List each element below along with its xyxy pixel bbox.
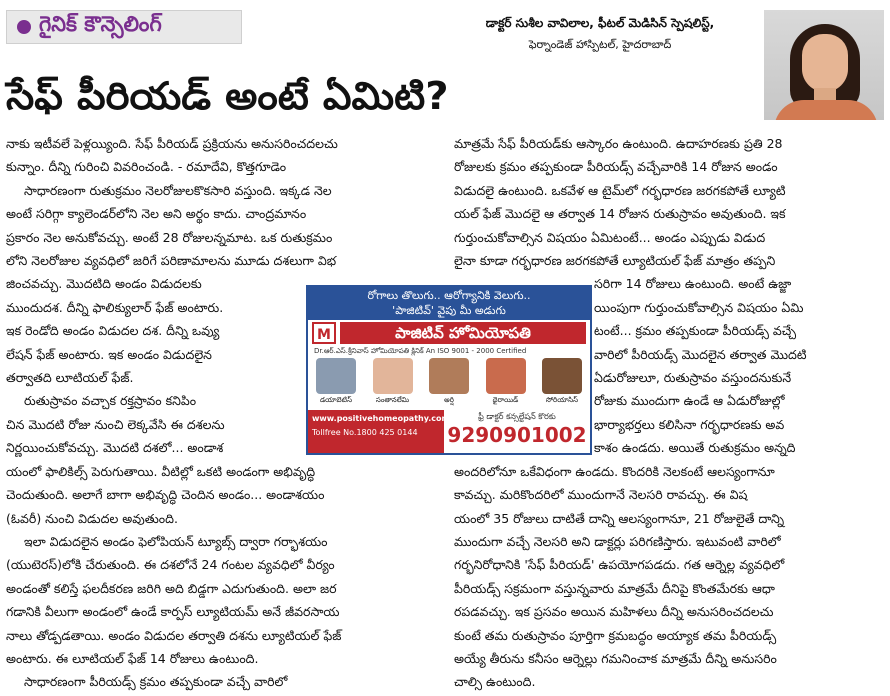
condition-item [314,358,358,408]
ad-subline: Dr.ఆర్.ఎస్.శ్రీనివాస్ హోమియోపతి క్లినిక్ An ISO 9001 - 2000 Certified [314,347,527,355]
body-line: ఏడురోజులూ, రుతుస్రావం వస్తుందనుకునే [594,370,792,386]
body-line: కాశం ఉండదు. అయితే రుతుక్రమం అన్నది [594,440,796,456]
condition-label: సంతానలేమి [375,396,410,404]
body-line: రోజుకు ముందుగా ఉండే ఆ ఏడురోజుల్లో [594,393,785,409]
body-line: అయ్యే తీరును కనీసం ఆర్నెల్లు గమనించాక మాత్రమే దీన్ని అనుసరిం [454,650,777,666]
condition-item [371,358,415,408]
author-name: డాక్టర్ సుశీల వావిలాల, ఫీటల్ మెడిసిన్ స్పెషలిస్ట్, [485,16,715,30]
person-photo [316,358,356,394]
body-line: (యుటెరస్)లోకి చేరుతుంది. ఈ దశలోనే 24 గంటల వ్యవధిలో వీర్యం [6,557,335,573]
body-line: సాధారణంగా పీరియడ్స్ క్రమం తప్పకుండా వచ్చే వారిలో [24,674,288,690]
body-line: చాల్సి ఉంటుంది. [454,674,536,690]
body-line: యంలో ఫాలికిల్స్ పెరుగుతాయి. వీటిల్లో ఒకటి అండంగా అభివృద్ధి [6,463,316,479]
ad-tagline-line2: 'పాజిటివ్' వైపు మీ అడుగు [392,304,506,317]
body-line: యింపుగా గుర్తుంచుకోవాల్సిన విషయం ఏమి [594,299,804,315]
body-line: రుతుస్రావం వచ్చాక రక్తస్రావం కనిపిం [24,393,197,409]
condition-item [484,358,528,408]
body-line: గడానికి వీలుగా అండంలో ఉండే కార్పస్ ల్యూటియమ్ అనే జీవరసాయ [6,604,340,620]
author-byline [450,12,750,56]
body-line: ఇక రెండోది అండం విడుదల దశ. దీన్ని ఒవ్యు [6,323,220,339]
author-photo [764,10,884,120]
body-line: ముందుదశ. దీన్ని ఫాలిక్యులార్ ఫేజ్ అంటారు. [6,299,224,315]
body-line: యంలో 35 రోజులు దాటితే దాన్ని ఆలస్యంగానూ, 21 రోజులైతే దాన్ని [454,510,785,526]
body-line: కావచ్చు. మరికొందరిలో ముందుగానే నెలసరి రావచ్చు. ఈ విష [454,487,748,503]
author-hospital: ఫెర్నాండెజ్ హాస్పిటల్, హైదరాబాద్ [528,38,672,51]
question-line: కున్నాం. దీన్ని గురించి వివరించండి. - రమాదేవి, కొత్తగూడెం [6,159,287,175]
section-tag [6,10,242,44]
body-line: గుర్తుంచుకోవాల్సిన విషయం ఏమిటంటే... అండం ఎప్పుడు విడుద [454,229,766,245]
body-line: నాలు తోడ్పడతాయి. అండం విడుదల తర్వాతి దశను ల్యూటియల్ ఫేజ్ [6,627,342,643]
body-line: లోని నెలరోజుల వ్యవధిలో జరిగే పరిణామాలను మూడు దశలుగా విభ [6,253,337,269]
ad-brand-name: పాజిటివ్ హోమియోపతి [340,322,586,344]
body-line: పీరియడ్స్ సక్రమంగా వస్తున్నవారు మాత్రమే దీనిపై కొంతమేరకు ఆధా [454,580,775,596]
body-line: (ఓవరీ) నుంచి విడుదల అవుతుంది. [6,510,178,526]
ad-conditions [308,356,590,410]
condition-label: అర్షి [444,396,454,404]
ad-tagline [308,287,590,320]
headline: సేఫ్ పీరియడ్ అంటే ఏమిటి? [6,74,449,118]
body-line: అందరిలోనూ ఒకేవిధంగా ఉండదు. కొందరికి నెలకంటే ఆలస్యంగానూ [454,463,775,479]
ad-phone-label: ఫ్రీ డాక్టర్ కన్సల్టేషన్ కొరకు [478,412,556,421]
body-line: విడుదలై ఉంటుంది. ఒకవేళ ఆ టైమ్‌లో గర్భధారణ జరగకపోతే ల్యూటి [454,182,786,198]
question-line: నాకు ఇటీవలే పెళ్లయ్యింది. సేఫ్ పీరియడ్ ప్రక్రియను అనుసరించదలచు [6,136,338,151]
body-line: వారిలో పీరియడ్స్ మొదలైన తర్వాత మొదటి [594,346,807,362]
body-line: నిర్ణయించుకోవచ్చు. మొదటి దశలో... అండాశ [6,440,224,456]
body-line: జించవచ్చు. మొదటిది అండం విడుదలకు [6,276,202,292]
ad-brand-row [308,320,590,346]
body-line: సాధారణంగా రుతుక్రమం నెలరోజులకొకసారి వస్తుంది. ఇక్కడ నెల [24,182,332,198]
ad-website-link[interactable]: www.positivehomeopathy.com [312,414,450,423]
body-line: రపడవచ్చు. ఇక ప్రసవం అయిన మహిళలు దీన్ని అనుసరించదలచు [454,604,774,620]
ad-tagline-line1: రోగాలు తొలుగు.. ఆరోగ్యానికి వెలుగు.. [367,289,531,302]
condition-item [540,358,584,408]
person-photo [486,358,526,394]
homeopathy-advertisement[interactable] [306,285,592,455]
person-photo [429,358,469,394]
ad-contact [308,410,450,454]
person-photo [542,358,582,394]
person-photo [373,358,413,394]
body-line: లైనా కూడా గర్భధారణ జరగకపోతే ల్యూటియల్ ఫేజ్ మాత్రం తప్పని [454,253,776,269]
body-line: యల్ ఫేజ్ మొదలై ఆ తర్వాత 14 రోజున రుతుస్రావం అవుతుంది. ఇక [454,206,786,222]
body-line: ఇలా విడుదలైన అండం ఫెలోపియన్ ట్యూబ్స్ ద్వారా గర్భాశయం [24,533,328,549]
body-line: కుంటే తమ రుతుస్రావం పూర్తిగా క్రమబద్ధం అయ్యాక తమ పీరియడ్స్ [454,627,777,643]
ad-footer [308,410,590,454]
ad-phone-number[interactable]: 9290901002 [447,423,587,447]
body-line: చిన మొదటి రోజు నుంచి లెక్కవేసి ఈ దశలను [6,416,225,432]
body-line: అండంతో కలిస్తే ఫలదీకరణ జరిగి అది బిడ్డగా ఎదుగుతుంది. అలా జర [6,580,337,596]
condition-label: థైరాయిడ్ [492,396,519,404]
body-line: భార్యాభర్తలు కలిసినా గర్భధారణకు అవ [594,416,785,432]
body-line: గర్భనిరోధానికి 'సేఫ్ పీరియడ్' ఉపయోగపడదు. గత ఆర్నెల్ల వ్యవధిలో [454,557,785,573]
body-line: మాత్రమే సేఫ్ పీరియడ్‌కు ఆస్కారం ఉంటుంది. ఉదాహరణకు ప్రతి 28 [454,136,783,151]
body-line: లేషన్ ఫేజ్ అంటారు. ఇక అండం విడుదలైన [6,346,212,362]
body-line: టంటే... క్రమం తప్పకుండా పీరియడ్స్ వచ్చే [594,323,797,339]
clinic-logo-icon: M [312,322,336,344]
body-line: అంటారు. ఈ లూటియల్ ఫేజ్ 14 రోజులు ఉంటుంది. [6,650,259,666]
bullet-icon [17,20,31,34]
ad-tollfree: Tollfree No.1800 425 0144 [312,428,418,437]
section-label: గైనిక్ కౌన్సెలింగ్ [39,12,162,36]
body-line: రోజులకు క్రమం తప్పకుండా పీరియడ్స్ వచ్చేవారికి 14 రోజున అండం [454,159,778,175]
condition-label: సోరియాసిస్ [545,396,579,404]
body-line: ప్రకారం నెల అనుకోవచ్చు. అంటే 28 రోజులన్నమాట. ఒక రుతుక్రమం [6,229,333,245]
body-line: సరిగా 14 రోజులు ఉంటుంది. అంటే ఉజ్జా [594,276,792,292]
body-line: చెందుతుంది. అలాగే బాగా అభివృద్ధి చెందిన అండం... అండాశయం [6,487,325,503]
condition-item [427,358,471,408]
body-line: ముందుగా వచ్చే నెలసరి అని డాక్టర్లు పరిగణిస్తారు. ఇటువంటి వారిలో [454,533,781,549]
body-line: తర్వాతది లూటియల్ ఫేజ్. [6,370,134,386]
body-line: అంటే సరిగ్గా క్యాలెండర్‌లోని నెల అని అర్థం కాదు. చాంద్రమానం [6,206,307,222]
ad-phone-box [444,410,590,454]
condition-label: డయాబెటిస్ [320,396,352,404]
